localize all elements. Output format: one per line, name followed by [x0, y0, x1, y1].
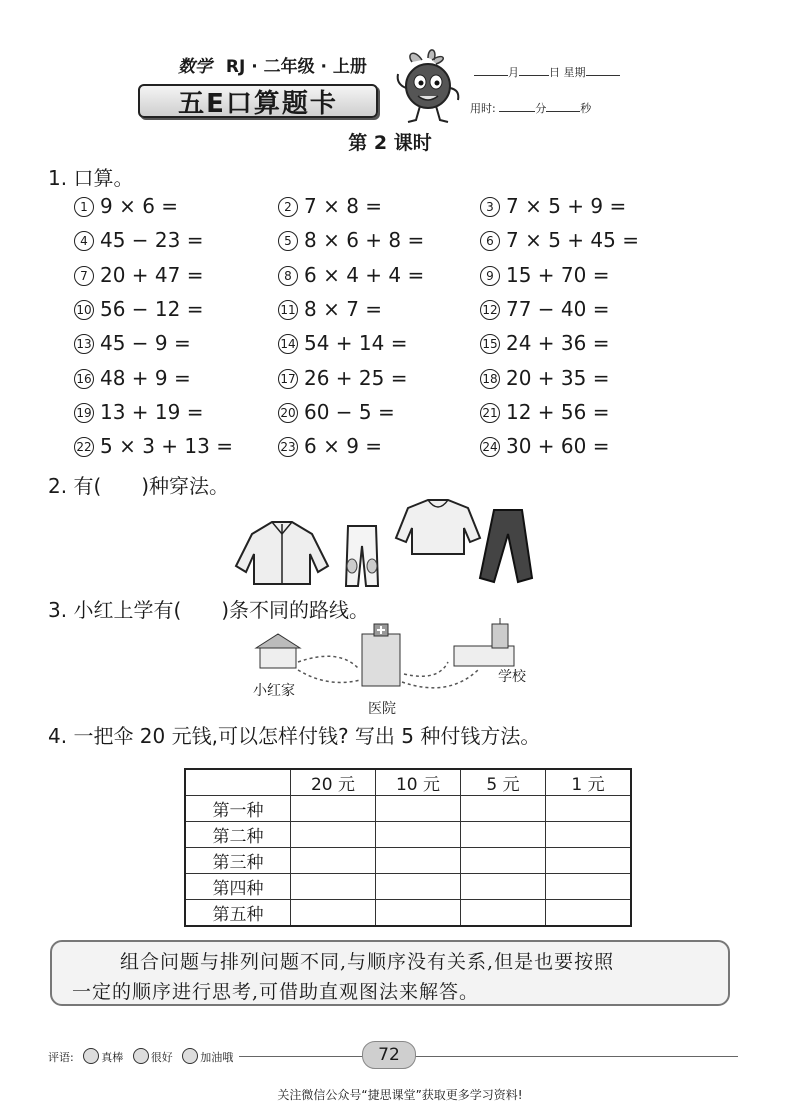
problem-expression: 24 + 36 =	[506, 331, 610, 356]
page-number: 72	[362, 1041, 416, 1069]
answer-cell[interactable]	[461, 848, 546, 874]
table-row	[185, 874, 631, 900]
arithmetic-problem	[278, 228, 424, 252]
problem-number: 12	[480, 300, 500, 320]
problem-expression: 6 × 9 =	[304, 434, 383, 459]
payment-table	[184, 768, 632, 927]
rating-option-2: 很好	[150, 1051, 173, 1064]
date-day-label: 日	[549, 66, 560, 79]
problem-number: 22	[74, 437, 94, 457]
problem-expression: 45 − 9 =	[100, 331, 191, 356]
problem-number: 24	[480, 437, 500, 457]
answer-cell[interactable]	[461, 874, 546, 900]
answer-cell[interactable]	[461, 900, 546, 927]
problem-expression: 7 × 5 + 45 =	[506, 228, 639, 253]
answer-cell[interactable]	[546, 848, 632, 874]
time-line	[470, 100, 591, 116]
answer-cell[interactable]	[546, 874, 632, 900]
school-illustration	[454, 618, 514, 666]
arithmetic-problem	[278, 263, 424, 287]
table-header-row	[185, 769, 631, 796]
arithmetic-problem	[480, 194, 626, 218]
arithmetic-problem	[278, 331, 408, 355]
answer-cell[interactable]	[291, 848, 376, 874]
table-row	[185, 796, 631, 822]
column-header: 1 元	[546, 769, 632, 796]
arithmetic-problem	[74, 263, 204, 287]
problem-expression: 77 − 40 =	[506, 296, 610, 321]
row-label: 第一种	[185, 796, 291, 822]
arithmetic-problem	[480, 434, 610, 458]
house-illustration	[256, 634, 300, 668]
jacket-illustration	[236, 522, 328, 584]
lesson-title: 第 2 课时	[348, 132, 432, 154]
problem-number: 17	[278, 369, 298, 389]
row-label: 第五种	[185, 900, 291, 927]
time-minutes-label: 分	[535, 102, 547, 115]
problem-number: 19	[74, 403, 94, 423]
footer-notice: 关注微信公众号“捷思课堂”获取更多学习资料!	[277, 1088, 523, 1102]
table-row	[185, 822, 631, 848]
answer-cell[interactable]	[376, 848, 461, 874]
problem-number: 21	[480, 403, 500, 423]
arithmetic-problem	[480, 263, 610, 287]
date-month-label: 月	[508, 66, 519, 79]
answer-cell[interactable]	[461, 822, 546, 848]
problem-expression: 20 + 47 =	[100, 262, 204, 287]
problem-expression: 6 × 4 + 4 =	[304, 262, 425, 287]
white-pants-illustration	[346, 526, 378, 586]
problem-number: 23	[278, 437, 298, 457]
tip-box	[50, 940, 730, 1006]
problem-expression: 30 + 60 =	[506, 434, 610, 459]
problem-number: 15	[480, 334, 500, 354]
problem-expression: 13 + 19 =	[100, 399, 204, 424]
date-weekday-label: 星期	[563, 66, 586, 79]
arithmetic-problem	[74, 434, 233, 458]
arithmetic-problem	[278, 366, 408, 390]
arithmetic-problem	[480, 400, 610, 424]
q4-heading: 4. 一把伞 20 元钱,可以怎样付钱? 写出 5 种付钱方法。	[48, 724, 541, 748]
answer-cell[interactable]	[291, 822, 376, 848]
problem-expression: 12 + 56 =	[506, 399, 610, 424]
table-corner-cell	[185, 769, 291, 796]
smiley-face-icon	[83, 1048, 99, 1064]
table-row	[185, 900, 631, 927]
time-seconds-label: 秒	[580, 102, 592, 115]
book-title: 五E口算题卡	[138, 84, 378, 118]
answer-cell[interactable]	[291, 796, 376, 822]
arithmetic-problem	[480, 297, 610, 321]
arithmetic-problem	[480, 366, 610, 390]
problem-expression: 26 + 25 =	[304, 365, 408, 390]
clothing-illustration	[232, 494, 552, 594]
answer-cell[interactable]	[546, 900, 632, 927]
problem-expression: 5 × 3 + 13 =	[100, 434, 233, 459]
arithmetic-problem	[74, 228, 204, 252]
arithmetic-problem	[278, 400, 395, 424]
arithmetic-problem	[74, 331, 191, 355]
column-header: 5 元	[461, 769, 546, 796]
problem-expression: 48 + 9 =	[100, 365, 191, 390]
problem-number: 18	[480, 369, 500, 389]
problem-number: 3	[480, 197, 500, 217]
problem-number: 20	[278, 403, 298, 423]
problem-number: 6	[480, 231, 500, 251]
arithmetic-problem	[74, 194, 178, 218]
answer-cell[interactable]	[546, 822, 632, 848]
problem-number: 4	[74, 231, 94, 251]
problem-number: 8	[278, 266, 298, 286]
rating-option-3: 加油哦	[200, 1051, 234, 1064]
tip-line-1: 组合问题与排列问题不同,与顺序没有关系,但是也要按照	[120, 951, 615, 973]
grade: RJ · 二年级 · 上册	[225, 57, 367, 77]
answer-cell[interactable]	[546, 796, 632, 822]
smiley-face-icon	[133, 1048, 149, 1064]
problem-expression: 20 + 35 =	[506, 365, 610, 390]
problem-number: 9	[480, 266, 500, 286]
problem-number: 7	[74, 266, 94, 286]
answer-cell[interactable]	[376, 874, 461, 900]
school-label: 学校	[498, 669, 526, 685]
q2-heading: 2. 有( )种穿法。	[48, 474, 230, 498]
answer-cell[interactable]	[376, 796, 461, 822]
row-label: 第四种	[185, 874, 291, 900]
arithmetic-problem	[278, 194, 382, 218]
answer-cell[interactable]	[291, 874, 376, 900]
problem-expression: 60 − 5 =	[304, 399, 395, 424]
problem-expression: 54 + 14 =	[304, 331, 408, 356]
problem-number: 2	[278, 197, 298, 217]
problem-expression: 7 × 8 =	[304, 194, 383, 218]
home-label: 小红家	[253, 683, 295, 699]
arithmetic-problem	[74, 366, 191, 390]
problem-expression: 8 × 7 =	[304, 296, 383, 321]
problem-expression: 15 + 70 =	[506, 262, 610, 287]
answer-cell[interactable]	[291, 900, 376, 927]
row-label: 第二种	[185, 822, 291, 848]
problem-expression: 9 × 6 =	[100, 194, 179, 218]
subject-line	[178, 52, 367, 77]
table-row	[185, 848, 631, 874]
problem-expression: 7 × 5 + 9 =	[506, 194, 627, 218]
tip-line-2: 一定的顺序进行思考,可借助直观图法来解答。	[72, 981, 480, 1003]
hospital-illustration	[362, 624, 400, 686]
q3-heading: 3. 小红上学有( )条不同的路线。	[48, 598, 370, 622]
answer-cell[interactable]	[376, 900, 461, 927]
subject: 数学	[178, 57, 212, 77]
problem-expression: 56 − 12 =	[100, 296, 204, 321]
hospital-label: 医院	[368, 701, 396, 717]
problem-expression: 45 − 23 =	[100, 228, 204, 253]
problem-number: 14	[278, 334, 298, 354]
column-header: 20 元	[291, 769, 376, 796]
problem-number: 11	[278, 300, 298, 320]
problem-number: 16	[74, 369, 94, 389]
problem-number: 10	[74, 300, 94, 320]
problem-number: 5	[278, 231, 298, 251]
arithmetic-problem	[480, 228, 639, 252]
column-header: 10 元	[376, 769, 461, 796]
problem-number: 13	[74, 334, 94, 354]
time-label: 用时:	[470, 102, 496, 115]
date-line	[474, 64, 620, 80]
rating-option-1: 真棒	[101, 1051, 124, 1064]
problem-expression: 8 × 6 + 8 =	[304, 228, 425, 253]
rating-bar	[48, 1048, 239, 1065]
mascot-illustration	[392, 46, 464, 126]
sweater-illustration	[396, 500, 480, 554]
q1-heading: 1. 口算。	[48, 166, 134, 190]
arithmetic-problem	[480, 331, 610, 355]
dark-pants-illustration	[480, 510, 532, 582]
arithmetic-problem	[278, 297, 382, 321]
arithmetic-problem	[74, 297, 204, 321]
answer-cell[interactable]	[461, 796, 546, 822]
rating-label: 评语:	[48, 1051, 74, 1064]
arithmetic-problem	[278, 434, 382, 458]
smiley-face-icon	[182, 1048, 198, 1064]
problem-number: 1	[74, 197, 94, 217]
arithmetic-problem	[74, 400, 204, 424]
answer-cell[interactable]	[376, 822, 461, 848]
row-label: 第三种	[185, 848, 291, 874]
